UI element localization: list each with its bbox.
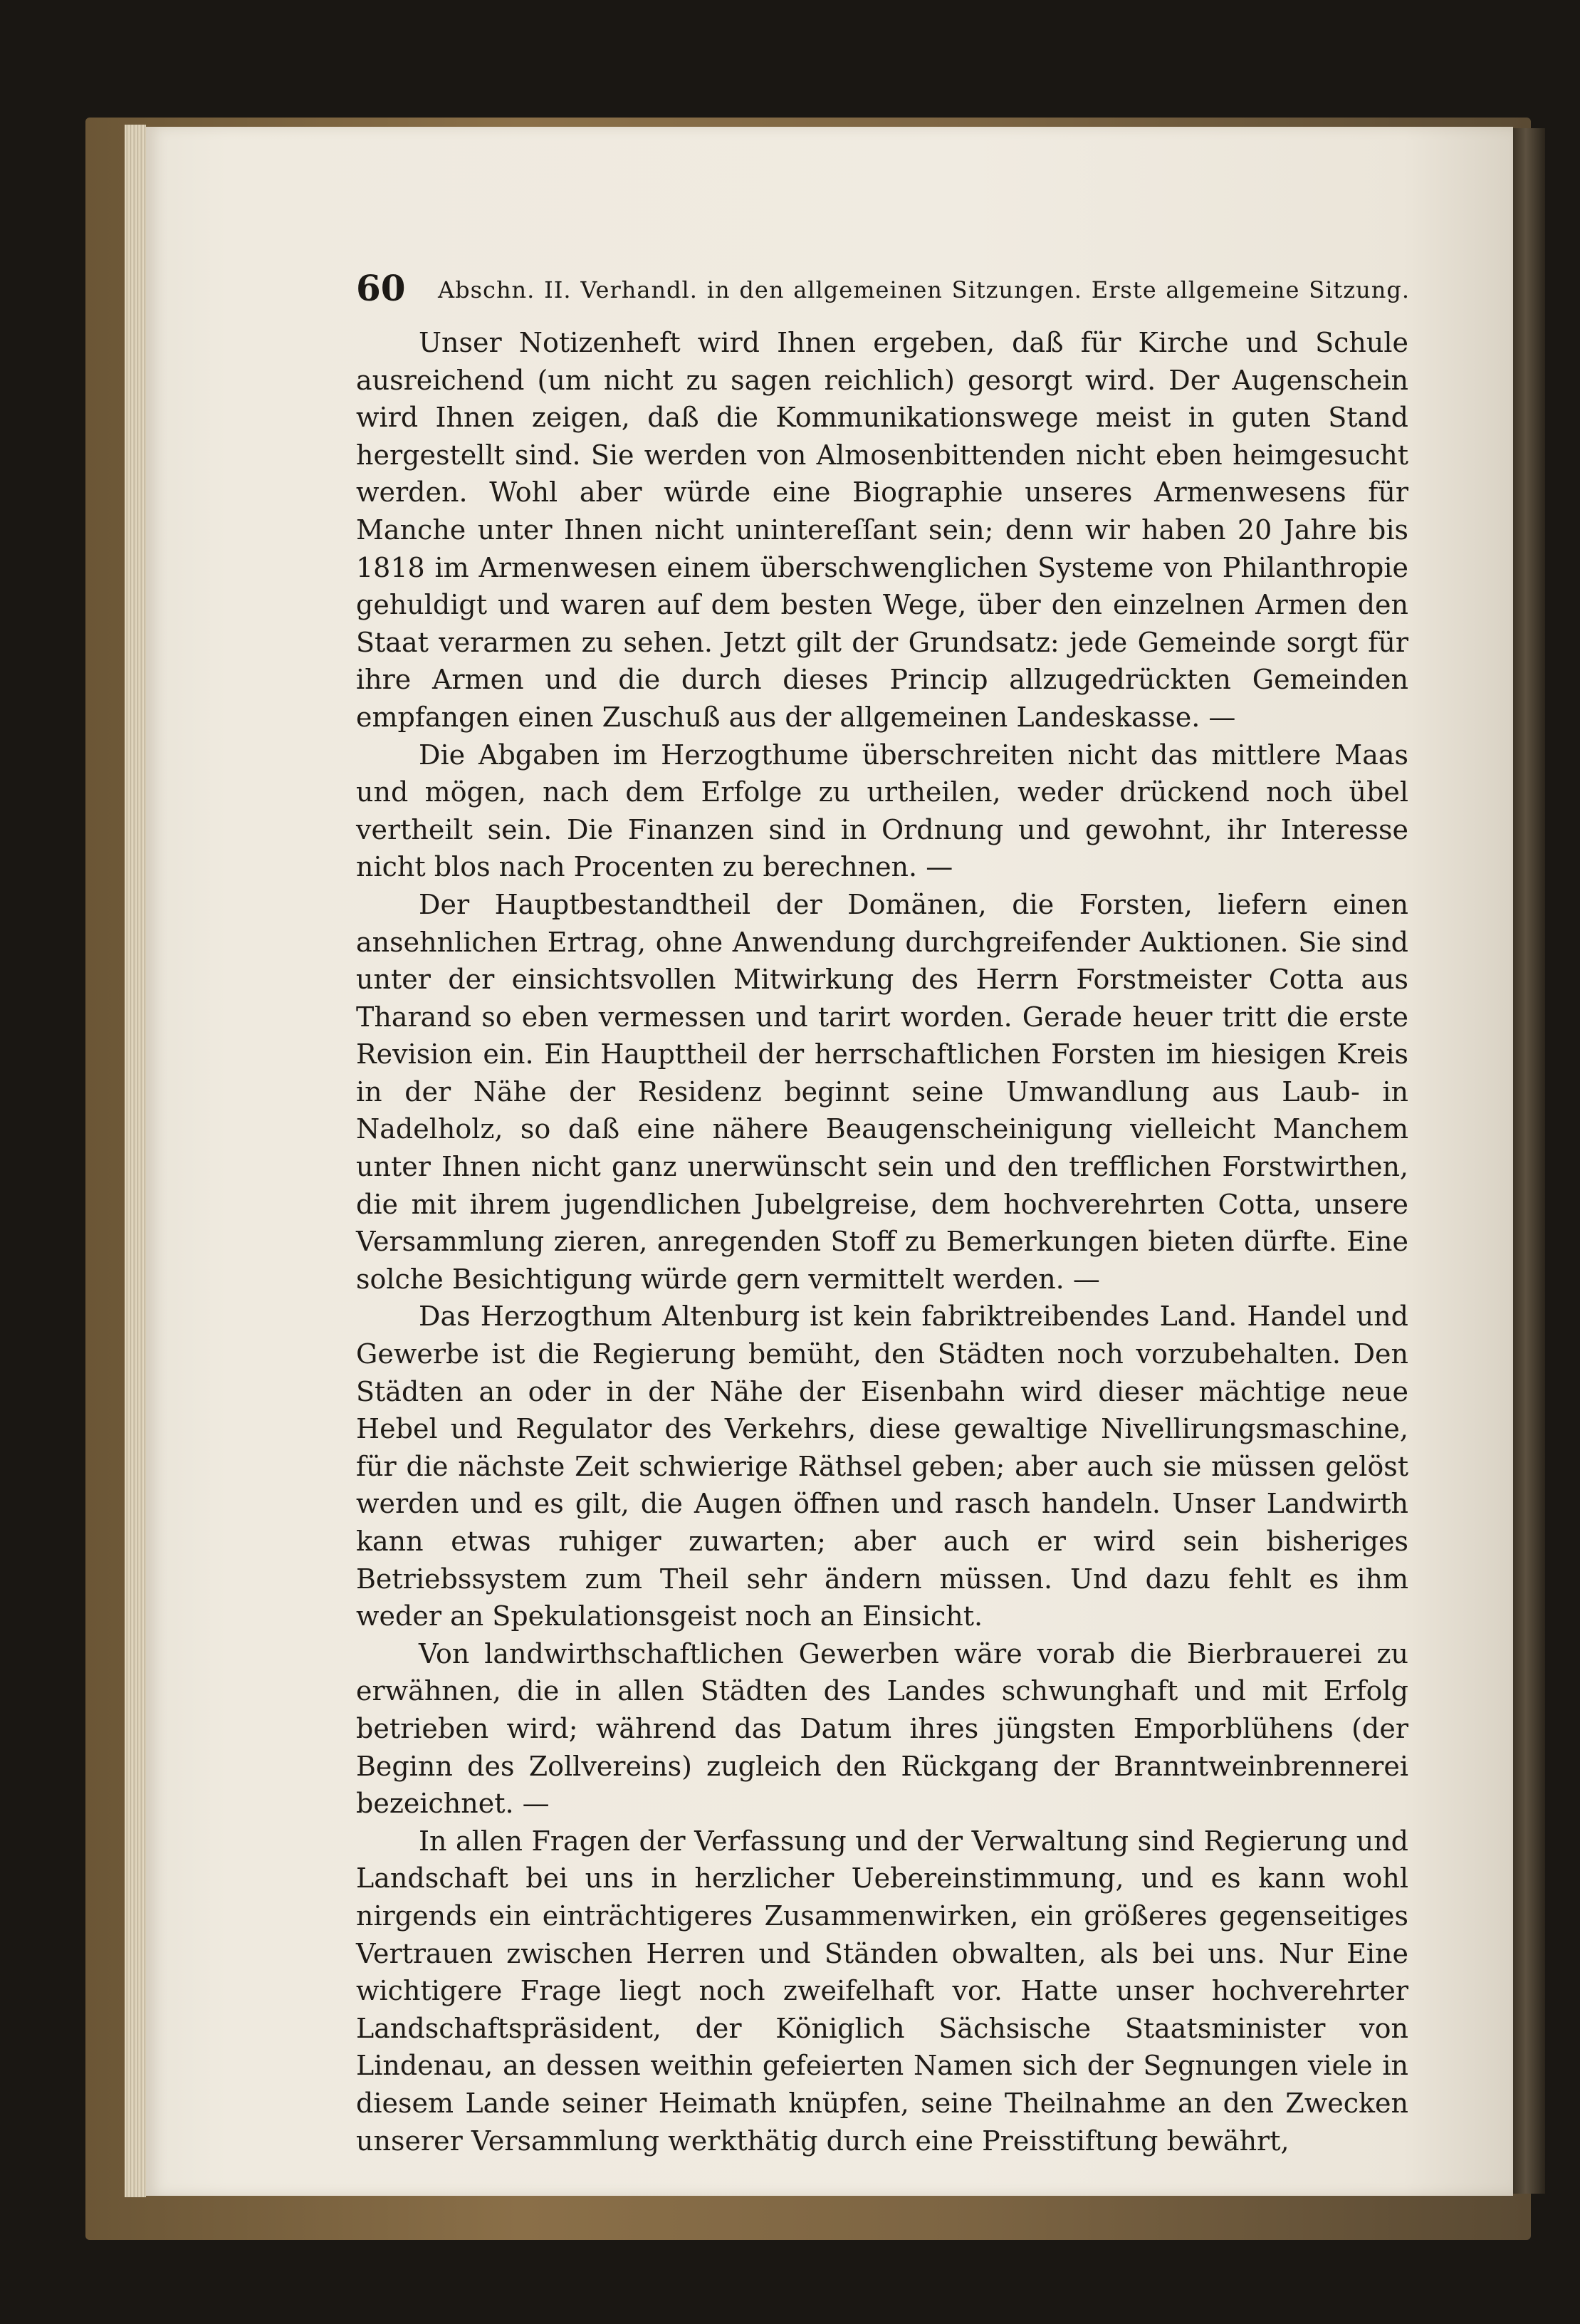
paragraph: Unser Notizenheft wird Ihnen ergeben, daß für Kirche und Schule ausreichend (um nicht zu sagen reichlich) gesorgt wird. Der Augenschein wird Ihnen zeigen, daß die Kommunikationswege meist in guten Stand hergestellt sind. Sie werden von Almosenbittenden nicht eben heimgesucht werden. Wohl aber würde eine Biographie unseres Armenwesens für Manche unter Ihnen nicht unintereſſant sein; denn wir haben 20 Jahre bis 1818 im Armenwesen einem überschwenglichen Systeme von Philanthropie gehuldigt und waren auf dem besten Wege, über den einzelnen Armen den Staat verarmen zu sehen. Jetzt gilt der Grundsatz: jede Gemeinde sorgt für ihre Armen und die durch dieses Princip allzugedrückten Gemeinden empfangen einen Zuschuß aus der allgemeinen Landeskasse. —: [356, 327, 1408, 733]
page-header: [356, 267, 1410, 310]
running-head: Abschn. II. Verhandl. in den allgemeinen Sitzungen. Erste allgemeine Sitzung.: [438, 276, 1410, 303]
paragraph: Die Abgaben im Herzogthume überschreiten nicht das mittlere Maas und mögen, nach dem Erfolge zu urtheilen, weder drückend noch übel vertheilt sein. Die Finanzen sind in Ordnung und gewohnt, ihr Interesse nicht blos nach Procenten zu berechnen. —: [356, 739, 1408, 883]
page-number: 60: [356, 267, 406, 309]
paragraph: Das Herzogthum Altenburg ist kein fabriktreibendes Land. Handel und Gewerbe ist die Regierung bemüht, den Städten noch vorzubehalten. Den Städten an oder in der Nähe der Eisenbahn wird dieser mächtige neue Hebel und Regulator des Verkehrs, diese gewaltige Nivellirungsmaschine, für die nächste Zeit schwierige Räthsel geben; aber auch sie müssen gelöst werden und es gilt, die Augen öffnen und rasch handeln. Unser Landwirth kann etwas ruhiger zuwarten; aber auch er wird sein bisheriges Betriebssystem zum Theil sehr ändern müssen. Und dazu fehlt es ihm weder an Spekulationsgeist noch an Einsicht.: [356, 1301, 1408, 1632]
paragraph: Der Hauptbestandtheil der Domänen, die Forsten, liefern einen ansehnlichen Ertrag, ohne Anwendung durchgreifender Auktionen. Sie sind unter der einsichtsvollen Mitwirkung des Herrn Forstmeister Cotta aus Tharand so eben vermessen und tarirt worden. Gerade heuer tritt die erste Revision ein. Ein Haupttheil der herrschaftlichen Forsten im hiesigen Kreis in der Nähe der Residenz beginnt seine Umwandlung aus Laub- in Nadelholz, so daß eine nähere Beaugenscheinigung vielleicht Manchem unter Ihnen nicht ganz unerwünscht sein und den trefflichen Forstwirthen, die mit ihrem jugendlichen Jubelgreise, dem hochverehrten Cotta, unsere Versammlung zieren, anregenden Stoff zu Bemerkungen bieten dürfte. Eine solche Besichtigung würde gern vermittelt werden. —: [356, 888, 1408, 1295]
paragraph: Von landwirthschaftlichen Gewerben wäre vorab die Bierbrauerei zu erwähnen, die in allen Städten des Landes schwunghaft und mit Erfolg betrieben wird; während das Datum ihres jüngsten Emporblühens (der Beginn des Zollvereins) zugleich den Rückgang der Branntweinbrennerei bezeichnet. —: [356, 1637, 1408, 1820]
body-text: [356, 324, 1408, 2159]
facing-page-edge: [1513, 128, 1545, 2194]
paragraph: In allen Fragen der Verfassung und der Verwaltung sind Regierung und Landschaft bei uns in herzlicher Uebereinstimmung, und es kann wohl nirgends ein einträchtigeres Zusammenwirken, ein größeres gegenseitiges Vertrauen zwischen Herren und Ständen obwalten, als bei uns. Nur Eine wichtigere Frage liegt noch zweifelhaft vor. Hatte unser hochverehrter Landschaftspräsident, der Königlich Sächsische Staatsminister von Lindenau, an dessen weithin gefeierten Namen sich der Segnungen viele in diesem Lande seiner Heimath knüpfen, seine Theilnahme an den Zwecken unserer Versammlung werkthätig durch eine Preisstiftung bewährt,: [356, 1825, 1408, 2157]
page-edges: [125, 125, 146, 2197]
